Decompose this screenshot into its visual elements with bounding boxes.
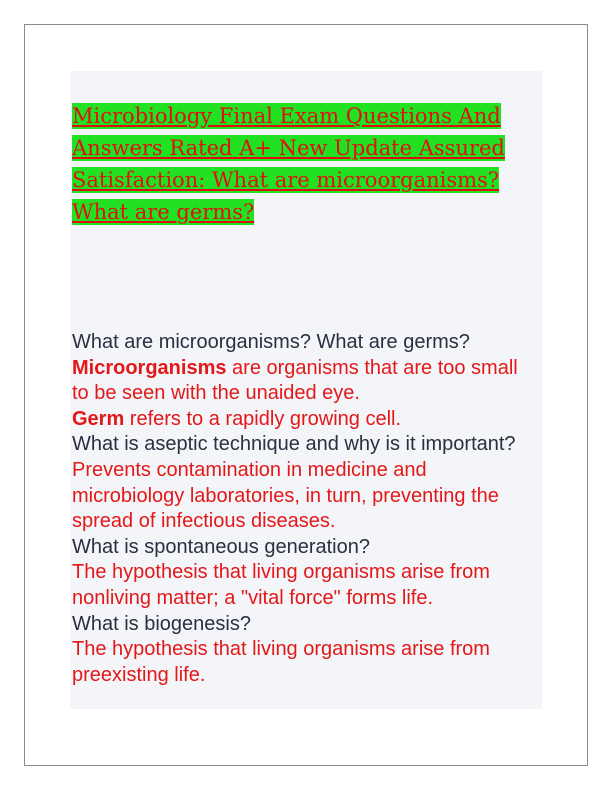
answer-1b-text: refers to a rapidly growing cell. <box>124 407 402 430</box>
document-title <box>72 100 512 228</box>
answer-2: Prevents contamination in medicine and microbiology laboratories, in turn, preventing the spread of infectious diseases. <box>72 458 499 533</box>
answer-4: The hypothesis that living organisms arise from preexisting life. <box>72 638 490 686</box>
answer-1a-text: are organisms that are too small to be seen with the unaided eye. <box>72 356 518 405</box>
qa-section <box>72 330 538 688</box>
answer-1a-term: Microorganisms <box>72 356 227 379</box>
question-1: What are microorganisms? What are germs? <box>72 331 470 353</box>
question-3: What is spontaneous generation? <box>72 535 370 558</box>
question-4: What is biogenesis? <box>72 612 251 635</box>
answer-1a <box>72 356 538 407</box>
document-title-text: Microbiology Final Exam Questions And Answers Rated A+ New Update Assured Satisfaction: What are microorganisms? What are germs? <box>72 104 505 224</box>
answer-3: The hypothesis that living organisms arise from nonliving matter; a "vital force" forms life. <box>72 561 490 609</box>
question-2: What is aseptic technique and why is it important? <box>72 433 516 456</box>
answer-1b-term: Germ <box>72 407 125 430</box>
answer-1b <box>72 407 538 433</box>
